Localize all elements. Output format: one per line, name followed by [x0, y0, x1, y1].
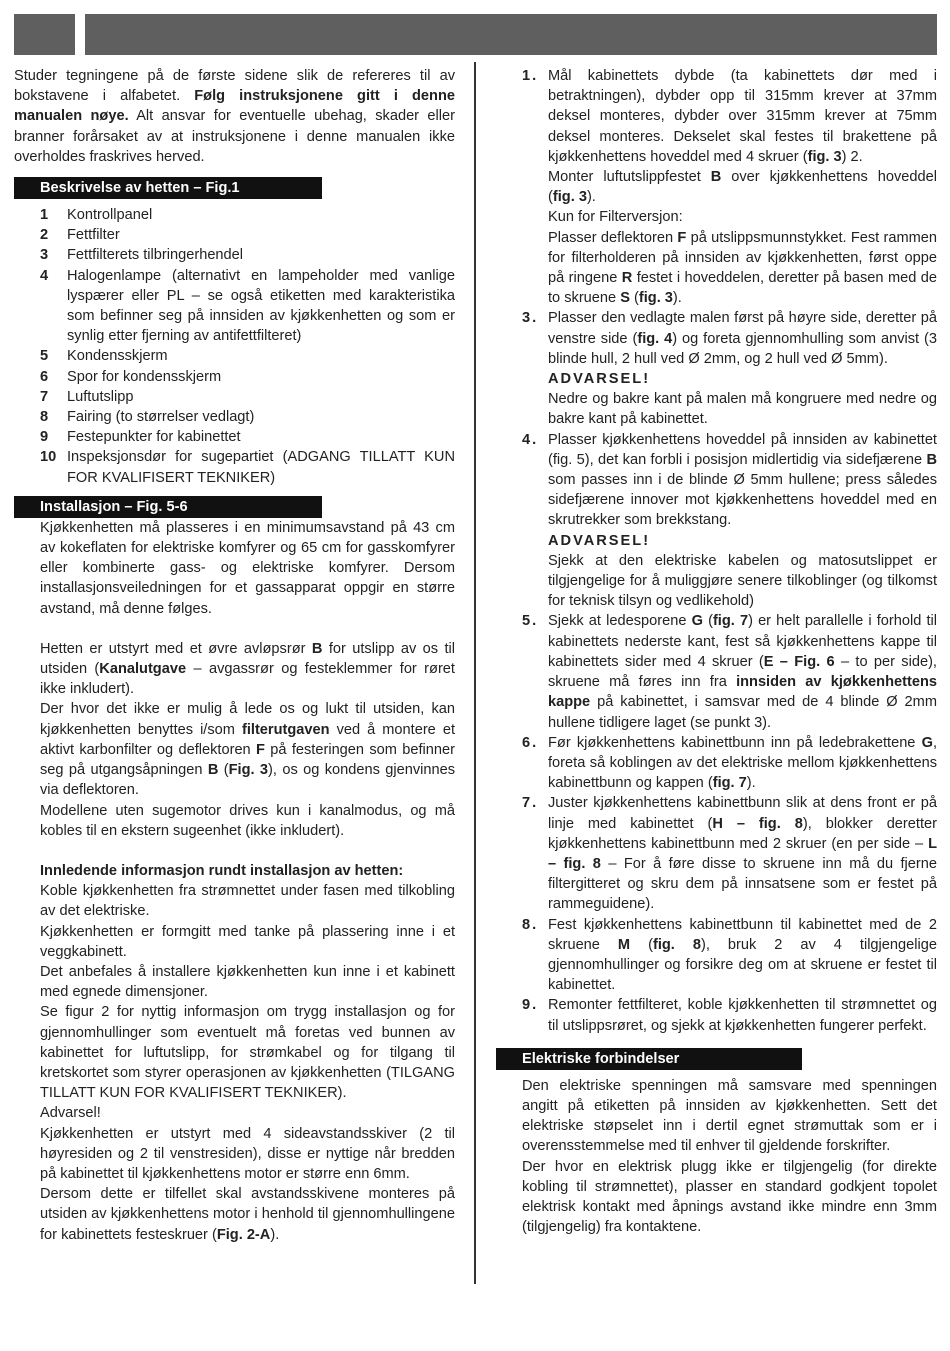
- info-heading: Innledende informasjon rundt installasjon av hetten:: [40, 862, 404, 879]
- electric-paragraph: Den elektriske spenningen må samsvare med spenningen angitt på etiketten på innsiden av kjøkkenhetten. Sett det elektriske støpselet inn i dertil egnet strømuttak som er i overensstemmelse med til enhver til gjeldende forskrifter.: [522, 1077, 937, 1155]
- list-item: 8 Fairing (to størrelser vedlagt): [40, 409, 255, 426]
- step-item: 9. Remonter fettfilteret, koble kjøkkenhetten til strømnettet og til utslippsrøret, og sjekk at kjøkkenhetten fungerer perfekt.: [522, 997, 937, 1034]
- header-bar: [85, 14, 937, 55]
- step-item: 6. Før kjøkkenhettens kabinettbunn inn på ledebrakettene G, foreta så koblingen av det elektriske mellom kjøkkenhettens kabinettbunn og kappen (fig. 7).: [522, 734, 937, 792]
- info-paragraph: Kjøkkenhetten er formgitt med tanke på plassering inne i et veggkabinett.: [40, 923, 455, 960]
- list-item: 2 Fettfilter: [40, 227, 120, 244]
- step-item: 3. Plasser den vedlagte malen først på høyre side, deretter på venstre side (fig. 4) og foreta gjennomhulling som anvist (3 blinde hull, 2 hull ved Ø 2mm, og 2 hull ved Ø 5mm). ADVARSEL! Nedre og bakre kant på malen må kongruere med nedre og bakre kant på kabinettet.: [522, 310, 937, 428]
- electric-paragraph: Der hvor en elektrisk plugg ikke er tilgjengelig (for direkte kobling til strømnettet), plasser en standard godkjent topolet elektrisk kontakt med åpnings avstand ikke mindre enn 3mm (tilgjengelig) fra kontaktene.: [522, 1158, 937, 1236]
- list-item: 6 Spor for kondensskjerm: [40, 368, 222, 385]
- list-item: 5 Kondensskjerm: [40, 348, 168, 365]
- warning-label: ADVARSEL!: [548, 371, 651, 388]
- header-block-left: [14, 14, 75, 55]
- section-heading-installation: Installasjon – Fig. 5-6: [14, 496, 322, 518]
- column-divider: [474, 62, 476, 1284]
- list-item: 4 Halogenlampe (alternativt en lampeholder med vanlige lyspærer eller PL – se også etiketten med karakteristika som befinner seg på innsiden av kjøkkenhetten og som er synlig etter fjerning av antifettfilteret): [40, 267, 455, 345]
- step-item: 4. Plasser kjøkkenhettens hoveddel på innsiden av kabinettet (fig. 5), det kan forbli i posisjon midlertidig via sidefjærene B som passes inn i de blinde Ø 5mm hullene; press således sidefjærene innover mot kjøkkenhettens hoveddel med en skrutrekker som brekkstang. ADVARSEL! Sjekk at den elektriske kabelen og matosutslippet er tilgjengelige for å muliggjøre senere tilkoblinger (og tilkomst for teknisk tilsyn og vedlikehold): [522, 431, 937, 610]
- installation-steps: [522, 66, 937, 1036]
- parts-list: [14, 205, 455, 488]
- section-heading-description: Beskrivelse av hetten – Fig.1: [14, 177, 322, 199]
- right-column: [522, 66, 937, 1237]
- install-paragraph-filter: Der hvor det ikke er mulig å lede os og lukt til utsiden, kan kjøkkenhetten benyttes i/som filterutgaven ved å montere et aktivt karbonfilter og deflektoren F på festeringen som befinner seg på utgangsåpningen B (Fig. 3), os og kondens gjenvinnes via deflektoren.: [40, 701, 456, 799]
- install-paragraph-distance: Kjøkkenhetten må plasseres i en minimumsavstand på 43 cm av kokeflaten for elektriske komfyrer og 65 cm for gasskomfyrer eller kombinerte gass- og elektriske komfyrer. Dersom installasjonsveiledningen for et gassapparat oppgir en større avstand, må denne følges.: [40, 519, 455, 617]
- info-paragraph: Kjøkkenhetten er utstyrt med 4 sideavstandsskiver (2 til høyresiden og 2 til venstresiden), disse er nyttige når bredden på kabinettet til kjøkkenhettens motor er større enn 6mm.: [40, 1125, 455, 1182]
- info-warning: Advarsel!: [40, 1105, 101, 1122]
- info-paragraph: Dersom dette er tilfellet skal avstandsskivene monteres på utsiden av kjøkkenhettens motor i henhold til gjennomhullingene for kabinettets festeskruer (Fig. 2-A).: [40, 1186, 455, 1243]
- step-item: 7. Juster kjøkkenhettens kabinettbunn slik at dens front er på linje med kabinettet (H – fig. 8), blokker deretter kjøkkenhettens kabinettbunn med 2 skruer (en per side – L – fig. 8 – For å føre disse to skruene inn må du fjerne filtergitteret og skru dem på innsatsene som er festet på rammeguidene).: [522, 795, 937, 913]
- intro-paragraph: Studer tegningene på de første sidene slik de refereres til av bokstavene i alfabetet. Følg instruksjonene gitt i denne manualen nøye. Alt ansvar for eventuelle ubehag, skader eller branner forårsaket av at instruksjonene i denne manualen ikke overholdes fraskrives herved.: [14, 68, 456, 165]
- info-paragraph: Se figur 2 for nyttig informasjon om trygg installasjon og for gjennomhullinger som eventuelt må foretas ved bunnen av kabinettet for luftutslipp, for strømkabel og for tilgang til kretskortet som styrer operasjonen av kjøkkenhetten (TILGANG TILLATT KUN FOR KVALIFISERT TEKNIKER).: [40, 1004, 455, 1102]
- step-item: 5. Sjekk at ledesporene G (fig. 7) er helt parallelle i forhold til kabinettets nederste kant, fest så kjøkkenhettens kappe til kabinettets sider med 4 skruer (E – Fig. 6 – to per side), skruene må føres inn fra innsiden av kjøkkenhettens kappe på kabinettet, i samsvar med de 4 blinde Ø 2mm hullene tidligere laget (se punkt 3).: [522, 613, 938, 731]
- left-column: [14, 66, 455, 1245]
- install-paragraph-models: Modellene uten sugemotor drives kun i kanalmodus, og må kobles til en ekstern sugeenhet (ikke inkludert).: [40, 802, 455, 839]
- step-item: 8. Fest kjøkkenhettens kabinettbunn til kabinettet med de 2 skruene M (fig. 8), bruk 2 av 4 tilgjengelige gjennomhullinger og forsikre deg om at skruene er festet til kabinettet.: [522, 916, 937, 994]
- installation-body: [14, 518, 455, 1245]
- list-item: 1 Kontrollpanel: [40, 207, 153, 224]
- list-item: 7 Luftutslipp: [40, 388, 134, 405]
- section-heading-electric: Elektriske forbindelser: [496, 1048, 802, 1070]
- install-paragraph-duct: Hetten er utstyrt med et øvre avløpsrør B for utslipp av os til utsiden (Kanalutgave – avgassrør og festeklemmer for røret ikke inkludert).: [40, 640, 455, 698]
- info-paragraph: Det anbefales å installere kjøkkenhetten kun inne i et kabinett med egnede dimensjoner.: [40, 963, 455, 1001]
- step-item: 1. Mål kabinettets dybde (ta kabinettets dør med i betraktningen), dybder opp til 315mm krever at 37mm deksel monteres, dybder over 315mm krever at 75mm deksel monteres. Dekselet skal festes til brakettene på kjøkkenhettens hoveddel med 4 skruer (fig. 3) 2. Monter luftutslippfestet B over kjøkkenhettens hoveddel (fig. 3). Kun for Filterversjon: Plasser deflektoren F på utslippsmunnstykket. Fest rammen for filterholderen på innsiden av kjøkkenhetten, først oppe på ringene R festet i hoveddelen, deretter på basen med de to skruene S (fig. 3).: [522, 68, 937, 307]
- list-item: 9 Festepunkter for kabinettet: [40, 429, 241, 446]
- warning-label: ADVARSEL!: [548, 532, 651, 549]
- list-item: 3 Fettfilterets tilbringerhendel: [40, 247, 244, 264]
- info-paragraph: Koble kjøkkenhetten fra strømnettet under fasen med tilkobling av det elektriske.: [40, 883, 455, 920]
- list-item: 10 Inspeksjonsdør for sugepartiet (ADGANG TILLATT KUN FOR KVALIFISERT TEKNIKER): [40, 449, 455, 486]
